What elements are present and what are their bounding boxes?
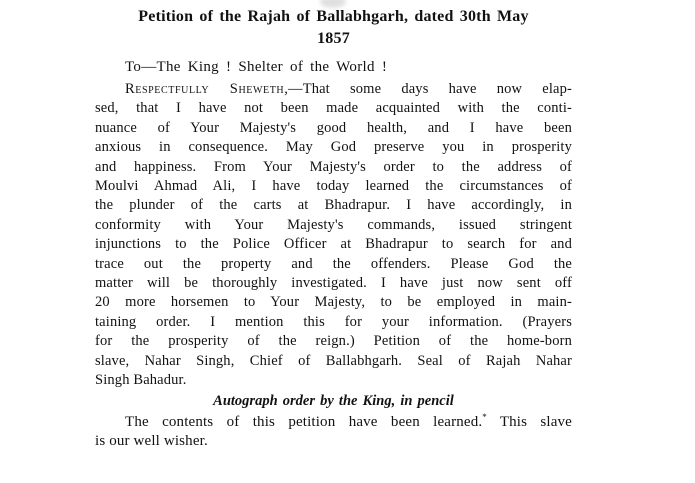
body-line: slave, Nahar Singh, Chief of Ballabhgarh. Seal of Rajah Nahar [95,352,572,369]
body-line: Singh Bahadur. [95,372,187,389]
petition-title-line-2: 1857 [317,30,350,47]
order-line-text: The contents of this petition have been learned. [125,413,483,430]
autograph-order-heading: Autograph order by the King, in pencil [213,392,454,409]
petition-body [95,80,572,391]
body-line: the plunder of the carts at Bhadrapur. I have accordingly, in [95,197,572,214]
body-line: Moulvi Ahmad Ali, I have today learned the circumstances of [95,178,572,195]
body-line: conformity with Your Majesty's commands, issued stringent [95,216,572,233]
body-line: for the prosperity of the reign.) Petition of the home-born [95,333,572,350]
body-line: trace out the property and the offenders. Please God the [95,255,572,272]
respectfully-sheweth-smallcaps: Respectfully Sheweth [125,81,285,97]
body-line: nuance of Your Majesty's good health, and I have been [95,119,572,136]
body-line: matter will be thoroughly investigated. I have just now sent off [95,275,572,292]
petition-text-block [95,6,572,452]
petition-title-line-1: Petition of the Rajah of Ballabhgarh, dated 30th May [138,8,529,25]
footnote-asterisk-mark: * [482,411,487,422]
body-line: and happiness. From Your Majesty's order to the address of [95,158,572,175]
body-line: injunctions to the Police Officer at Bhadrapur to search for and [95,236,572,253]
body-line: sed, that I have not been made acquainted with the conti- [95,100,572,117]
king-order-paragraph [95,413,572,453]
body-line [95,80,572,99]
body-line-text: ,—That some days have now elap- [284,81,572,97]
body-line: anxious in consequence. May God preserve you in prosperity [95,139,572,156]
order-line-text: This slave [486,413,572,430]
order-line: is our well wisher. [95,433,208,450]
salutation-line: To—The King ! Shelter of the World ! [125,59,388,75]
order-line [95,413,572,433]
body-line: taining order. I mention this for your information. (Prayers [95,313,572,330]
body-line: 20 more horsemen to Your Majesty, to be employed in main- [95,294,572,311]
